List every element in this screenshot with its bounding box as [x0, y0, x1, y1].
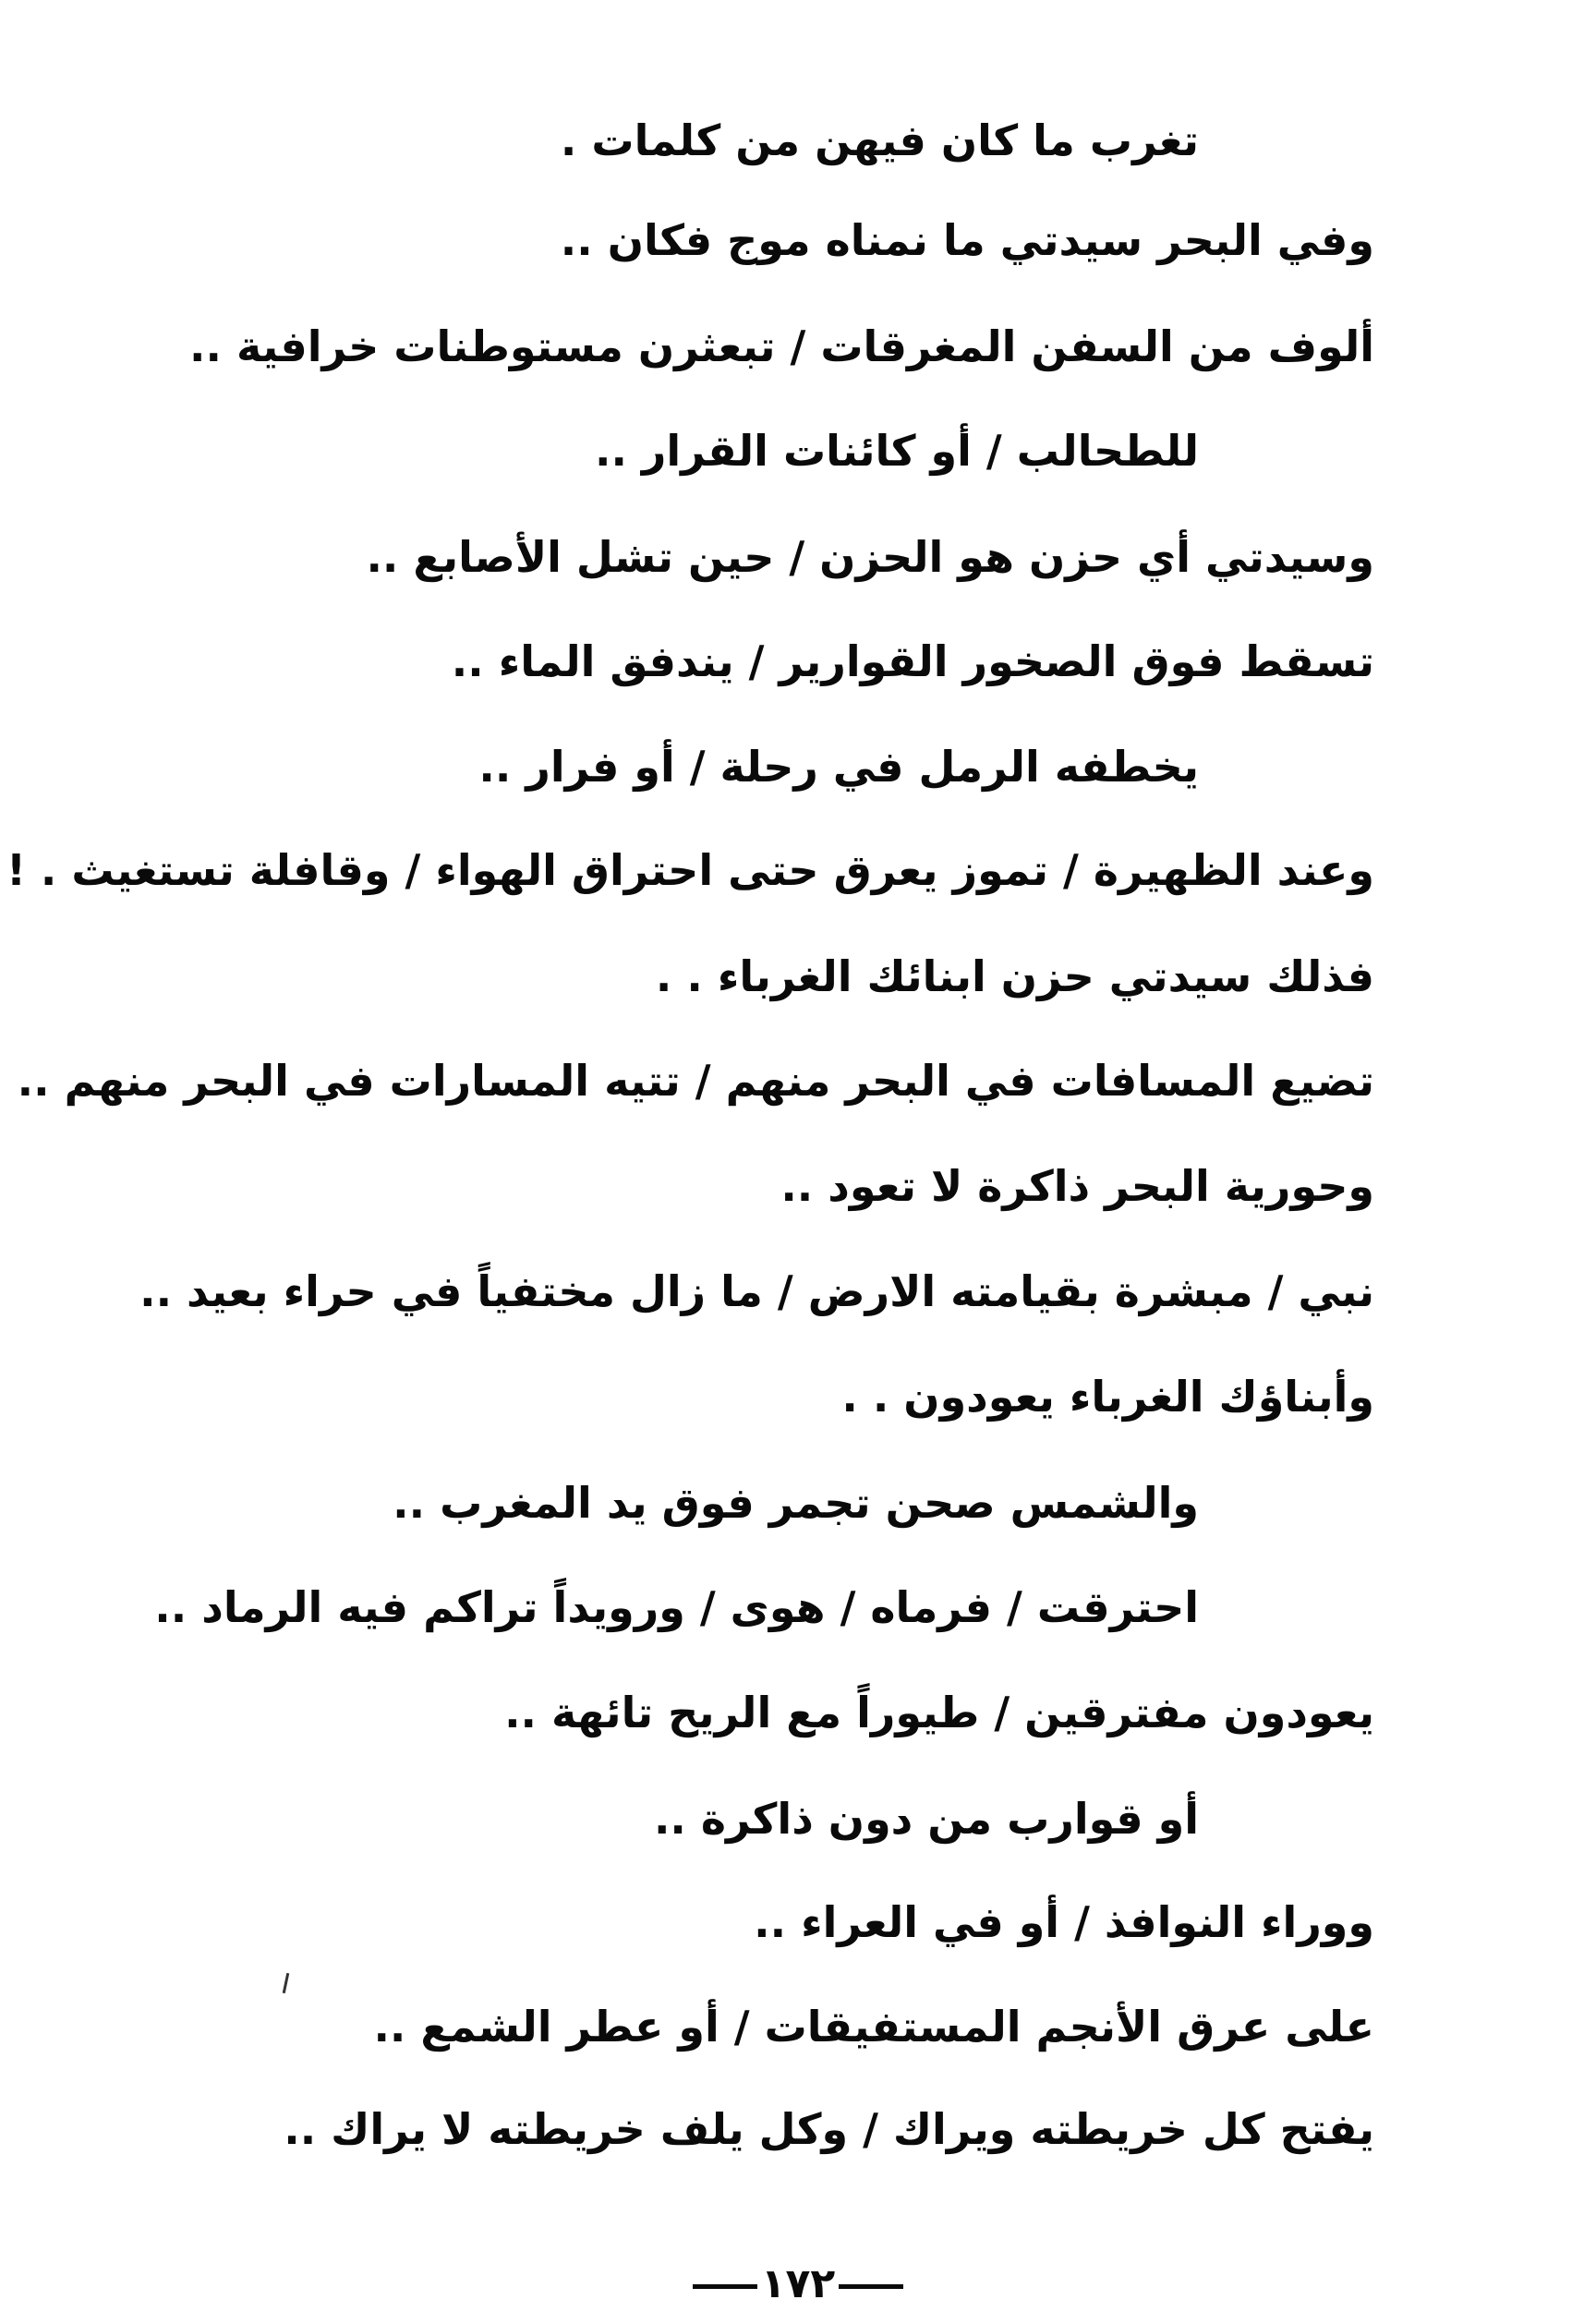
poem-line-3: ألوف من السفن المغرقات / تبعثرن مستوطنات خرافية .. [189, 321, 1374, 371]
poem-line-15: احترقت / فرماه / هوى / ورويداً تراكم فيه الرماد .. [154, 1582, 1199, 1632]
folio-dash-right [839, 2284, 903, 2289]
poem-line-19: على عرق الأنجم المستفيقات / أو عطر الشمع .. [373, 2002, 1374, 2052]
poem-line-18: ووراء النوافذ / أو في العراء .. [754, 1897, 1374, 1947]
poem-line-6: تسقط فوق الصخور القوارير / يندفق الماء .. [451, 636, 1374, 686]
poem-line-14: والشمس صحن تجمر فوق يد المغرب .. [393, 1478, 1199, 1528]
stray-ink-mark [283, 1973, 290, 1993]
poem-line-17: أو قوارب من دون ذاكرة .. [653, 1794, 1199, 1844]
page-number [0, 2258, 1596, 2310]
poem-line-2: وفي البحر سيدتي ما نمناه موج فكان .. [560, 215, 1374, 265]
poem-line-9: فذلك سيدتي حزن ابنائك الغرباء . . [655, 951, 1374, 1001]
poem-line-13: وأبناؤك الغرباء يعودون . . [841, 1372, 1374, 1422]
poem-line-4: للطحالب / أو كائنات القرار .. [594, 426, 1199, 476]
poem-line-20: يفتح كل خريطته ويراك / وكل يلف خريطته لا يراك .. [284, 2104, 1374, 2154]
poem-line-7: يخطفه الرمل في رحلة / أو فرار .. [478, 742, 1199, 792]
poem-line-12: نبي / مبشرة بقيامته الارض / ما زال مختفياً في حراء بعيد .. [139, 1266, 1374, 1316]
poem-line-1: تغرب ما كان فيهن من كلمات . [560, 115, 1199, 165]
poem-line-10: تضيع المسافات في البحر منهم / تتيه المسارات في البحر منهم .. [17, 1056, 1374, 1106]
poem-line-16: يعودون مفترقين / طيوراً مع الريح تائهة .. [504, 1688, 1374, 1737]
poem-line-8: وعند الظهيرة / تموز يعرق حتى احتراق الهواء / وقافلة تستغيث . ! [6, 845, 1374, 895]
poem-line-11: وحورية البحر ذاكرة لا تعود .. [780, 1161, 1374, 1211]
folio-dash-left [693, 2284, 757, 2289]
poem-line-5: وسيدتي أي حزن هو الحزن / حين تشل الأصابع .. [366, 532, 1374, 582]
page-number-text: ١٧٢ [760, 2260, 836, 2307]
